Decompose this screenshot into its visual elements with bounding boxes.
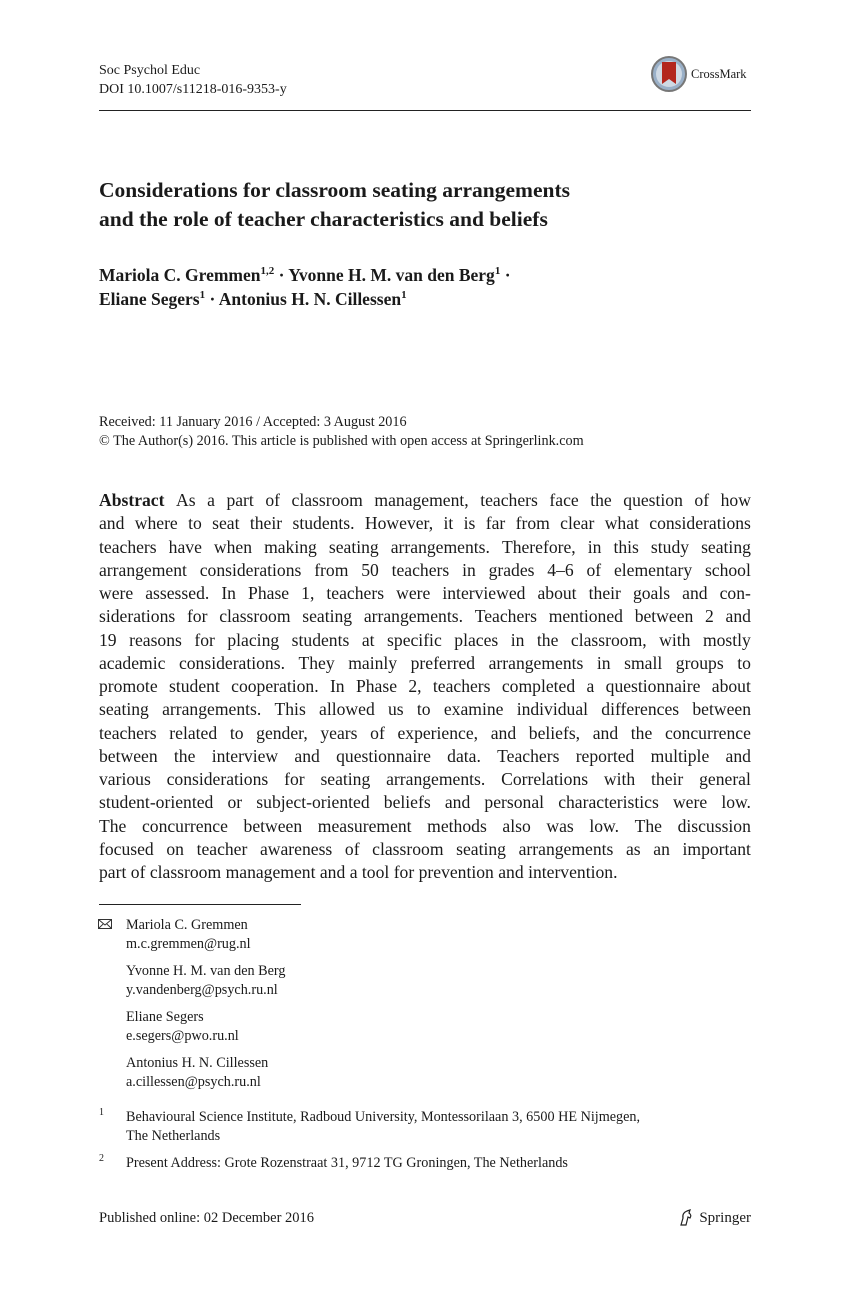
abstract-line	[99, 722, 751, 745]
footnote-number: 2	[99, 1153, 104, 1164]
abstract-word: between	[634, 606, 694, 627]
abstract-word: teachers	[432, 676, 491, 696]
abstract-word: arrangements.	[162, 699, 262, 720]
abstract-line	[99, 512, 751, 535]
abstract-line	[99, 698, 751, 721]
abstract-word: and	[319, 862, 350, 882]
footnote-line: Present Address: Grote Rozenstraat 31, 9712 TG Groningen, The Netherlands	[126, 1155, 568, 1171]
abstract-word: clear	[560, 513, 595, 534]
abstract-word: it	[443, 513, 454, 534]
abstract-word: about	[537, 583, 577, 603]
abstract-word: interview	[211, 745, 279, 766]
abstract-word: They	[298, 652, 335, 673]
abstract-word: the	[173, 745, 196, 766]
abstract-word: teacher	[196, 838, 248, 859]
abstract-word: seating	[99, 699, 149, 720]
abstract-word: teachers	[391, 559, 450, 580]
abstract-word: considerations	[166, 769, 269, 789]
abstract-word: 50	[361, 559, 379, 580]
abstract-word: promote	[99, 676, 158, 696]
journal-name: Soc Psychol Educ	[99, 63, 201, 78]
article-title	[99, 176, 570, 234]
abstract-word: their	[249, 513, 283, 534]
abstract-word: between	[99, 745, 158, 766]
abstract-word: for	[284, 769, 305, 789]
abstract-word: small	[624, 652, 663, 673]
abstract-word: 2	[705, 606, 714, 627]
abstract-word: to	[188, 513, 202, 534]
copyright-notice: © The Author(s) 2016. This article is published with open access at Springerlink.com	[99, 432, 584, 449]
abstract-word: part	[99, 862, 131, 882]
abstract-word: between	[243, 815, 303, 836]
abstract-word: and	[294, 745, 320, 766]
abstract-word: seating	[328, 536, 379, 557]
abstract-word: Phase	[248, 583, 290, 603]
title-line: Considerations for classroom seating arrangements	[99, 178, 570, 202]
footnote	[99, 1154, 640, 1173]
abstract-word: is	[463, 513, 476, 534]
abstract-word: seat	[212, 513, 240, 534]
abstract-line	[99, 605, 751, 628]
abstract-word: subject-oriented	[256, 792, 370, 813]
crossmark-label: CrossMark	[691, 66, 747, 81]
abstract-word: beliefs	[383, 792, 431, 813]
abstract-word: to	[416, 699, 431, 720]
running-header	[99, 61, 287, 99]
abstract-word: academic	[99, 652, 166, 673]
abstract-word: classroom	[372, 838, 444, 859]
abstract-word: intervention.	[528, 862, 618, 882]
abstract-word: concurrence	[141, 815, 228, 836]
abstract-word: with	[659, 629, 691, 650]
footnote-line: Behavioural Science Institute, Radboud University, Montessorilaan 3, 6500 HE Nijmegen,	[126, 1109, 641, 1125]
abstract-word: an	[653, 838, 670, 859]
abstract-word: low.	[721, 792, 751, 813]
page-footer	[99, 1209, 751, 1227]
abstract-word: teachers	[99, 536, 157, 557]
abstract-word: general	[699, 769, 751, 789]
abstract-word: also	[502, 815, 531, 836]
abstract-word: students	[291, 629, 350, 650]
abstract-word: considerations	[649, 513, 751, 534]
contact-name: Eliane Segers	[126, 1009, 204, 1025]
abstract-word: of	[265, 490, 280, 510]
abstract-word: of	[370, 722, 385, 743]
abstract-word: Teachers	[474, 606, 537, 627]
abstract-word: this	[613, 536, 639, 557]
abstract-word: cooperation.	[231, 676, 319, 696]
contact-entry	[126, 1008, 285, 1045]
doi[interactable]: DOI 10.1007/s11218-016-9353-y	[99, 82, 287, 97]
author-name: Antonius H. N. Cillessen	[218, 289, 402, 309]
abstract-word: teachers	[480, 490, 538, 510]
abstract-word: for	[186, 606, 208, 627]
abstract-word: and	[99, 513, 125, 534]
abstract-word: multiple	[650, 745, 710, 766]
abstract-word: arrangement	[99, 559, 187, 580]
abstract-word: in	[587, 536, 602, 557]
abstract-word: us	[388, 699, 404, 720]
abstract-word: 1,	[301, 583, 315, 603]
abstract-word: 4–6	[547, 559, 574, 580]
abstract-word: 2,	[408, 676, 422, 696]
abstract-word: from	[515, 513, 550, 534]
abstract-word: for	[194, 629, 215, 650]
abstract-word: years	[320, 722, 358, 743]
abstract-word: important	[682, 838, 751, 859]
abstract-word: and	[498, 862, 529, 882]
abstract-word: teachers	[326, 583, 385, 603]
abstract-word: or	[227, 792, 243, 813]
contact-email[interactable]: e.segers@pwo.ru.nl	[126, 1027, 239, 1044]
abstract-word: beliefs,	[528, 722, 581, 743]
abstract-word: the	[630, 722, 653, 743]
abstract-word: experience,	[397, 722, 479, 743]
footnote-line: The Netherlands	[126, 1127, 221, 1144]
abstract-word: when	[213, 536, 253, 557]
abstract-line	[99, 582, 751, 605]
abstract-word: elementary	[613, 559, 693, 580]
abstract-word: related	[169, 722, 218, 743]
abstract-word: reported	[575, 745, 635, 766]
abstract-word: Phase	[355, 676, 397, 696]
separator: ·	[274, 265, 289, 285]
abstract-word: management	[225, 862, 320, 882]
received-accepted: Received: 11 January 2016 / Accepted: 3 August 2016	[99, 414, 407, 430]
abstract-word: in	[462, 559, 476, 580]
abstract-word: classroom,	[570, 629, 647, 650]
abstract-line	[99, 745, 751, 768]
separator: ·	[205, 289, 219, 309]
abstract-word: the	[536, 629, 559, 650]
abstract-word: from	[314, 559, 349, 580]
abstract-word: However,	[364, 513, 434, 534]
author-list	[99, 263, 511, 311]
abstract-word: in	[510, 629, 525, 650]
abstract-word: study	[650, 536, 690, 557]
footnote-number: 1	[99, 1107, 104, 1118]
abstract-word: seating	[456, 838, 506, 859]
author-name: Mariola C. Gremmen	[99, 265, 261, 285]
abstract-word: were	[396, 583, 431, 603]
abstract-word: to	[737, 652, 751, 673]
affiliation-sup: 1	[401, 289, 407, 302]
affiliation-footnotes	[99, 1108, 640, 1182]
abstract-word: seating	[701, 536, 751, 557]
abstract-word: The	[634, 815, 662, 836]
abstract-word: school	[704, 559, 751, 580]
abstract-word: for	[393, 862, 419, 882]
abstract-line	[99, 791, 751, 814]
abstract-word: Teachers	[497, 745, 560, 766]
abstract-word: data.	[447, 745, 481, 766]
abstract-word: Correlations	[501, 769, 589, 789]
abstract-word: what	[604, 513, 639, 534]
abstract-word: siderations	[99, 606, 176, 627]
abstract-word: arrangements.	[390, 536, 490, 557]
abstract-line	[99, 559, 751, 582]
abstract-line	[99, 536, 751, 559]
abstract-label: Abstract	[99, 490, 165, 510]
envelope-icon	[98, 919, 112, 929]
abstract-word: seating	[302, 606, 353, 627]
abstract-word: on	[166, 838, 184, 859]
abstract-word: teachers	[99, 722, 157, 743]
abstract-word: questionnaire	[605, 676, 701, 696]
abstract-word: question	[623, 490, 683, 510]
abstract-word: con-	[719, 583, 751, 603]
abstract-line	[99, 629, 751, 652]
author-name: Eliane Segers	[99, 289, 200, 309]
abstract-word: grades	[488, 559, 535, 580]
abstract-word: discussion	[677, 815, 751, 836]
abstract-word: groups	[675, 652, 724, 673]
abstract-word: methods	[427, 815, 487, 836]
abstract-word: a	[586, 676, 595, 696]
title-line: and the role of teacher characteristics and beliefs	[99, 207, 548, 231]
abstract-word: mainly	[348, 652, 398, 673]
abstract-word: questionnaire	[336, 745, 431, 766]
abstract-word: focused	[99, 838, 154, 859]
contact-email[interactable]: m.c.gremmen@rug.nl	[126, 935, 251, 952]
abstract-word: examine	[443, 699, 504, 720]
abstract-word: at	[361, 629, 375, 650]
abstract-word: in	[596, 652, 611, 673]
abstract-word: arrangements.	[386, 769, 486, 789]
abstract-word: placing	[227, 629, 280, 650]
abstract-word: This	[274, 699, 306, 720]
abstract-word: awareness	[259, 838, 333, 859]
abstract-word: reasons	[129, 629, 182, 650]
abstract-word: differences	[601, 699, 680, 720]
article-dates	[99, 413, 584, 450]
abstract-word: mostly	[702, 629, 751, 650]
contact-entry	[126, 916, 285, 953]
abstract	[99, 489, 751, 884]
abstract-word: classroom	[149, 862, 226, 882]
abstract-word: and	[725, 606, 751, 627]
abstract-word: the	[590, 490, 612, 510]
abstract-word: as	[626, 838, 641, 859]
abstract-word: about	[711, 676, 751, 696]
abstract-word: completed	[501, 676, 576, 696]
abstract-word: face	[549, 490, 579, 510]
abstract-word: As	[176, 490, 196, 510]
abstract-line	[99, 815, 751, 838]
abstract-word: In	[221, 583, 236, 603]
abstract-word: personal	[484, 792, 545, 813]
contact-entry	[126, 1054, 285, 1091]
abstract-word: were	[672, 792, 708, 813]
author-name: Yvonne H. M. van den Berg	[288, 265, 495, 285]
affiliation-sup: 1,2	[260, 265, 275, 278]
abstract-word: arrangements	[518, 838, 614, 859]
abstract-word: considerations.	[178, 652, 285, 673]
abstract-word: preferred	[410, 652, 476, 673]
contact-name: Antonius H. N. Cillessen	[126, 1055, 269, 1071]
abstract-word: assessed.	[145, 583, 210, 603]
contact-list	[99, 916, 285, 1100]
abstract-word: measurement	[317, 815, 412, 836]
abstract-word: arrangements	[488, 652, 584, 673]
abstract-word: arrangements.	[363, 606, 463, 627]
abstract-word: In	[329, 676, 345, 696]
abstract-word: and	[682, 583, 708, 603]
abstract-word: how	[720, 490, 751, 510]
header-rule	[99, 110, 751, 111]
abstract-word: a	[349, 862, 362, 882]
abstract-word: of	[586, 559, 602, 580]
abstract-word: Therefore,	[501, 536, 576, 557]
abstract-word: with	[603, 769, 636, 789]
crossmark-badge[interactable]	[650, 55, 747, 93]
abstract-word: students.	[292, 513, 355, 534]
contact-email[interactable]: a.cillessen@psych.ru.nl	[126, 1073, 261, 1090]
abstract-word: far	[485, 513, 506, 534]
springer-horse-icon	[677, 1209, 695, 1227]
abstract-word: tool	[361, 862, 394, 882]
abstract-word: between	[692, 699, 751, 720]
separator: ·	[500, 265, 511, 285]
abstract-word: making	[264, 536, 317, 557]
crossmark-icon	[650, 55, 688, 93]
springer-logo	[677, 1209, 751, 1227]
contact-email[interactable]: y.vandenberg@psych.ru.nl	[126, 981, 278, 998]
abstract-word: and	[490, 722, 517, 743]
abstract-word: goals	[632, 583, 671, 603]
affiliation-sup: 1	[199, 289, 206, 302]
abstract-word: where	[134, 513, 178, 534]
abstract-word: concurrence	[664, 722, 751, 743]
abstract-word: seating	[320, 769, 371, 789]
abstract-word: part	[226, 490, 254, 510]
abstract-word: their	[588, 583, 621, 603]
abstract-word: interviewed	[442, 583, 526, 603]
abstract-word: and	[725, 745, 751, 766]
contact-entry	[126, 962, 285, 999]
abstract-word: prevention	[418, 862, 499, 882]
contact-name: Yvonne H. M. van den Berg	[126, 963, 286, 979]
abstract-word: The	[99, 815, 127, 836]
abstract-word: were	[99, 583, 134, 603]
abstract-word: student-oriented	[99, 792, 214, 813]
affiliation-sup: 1	[494, 265, 501, 278]
abstract-word: 19	[99, 629, 117, 650]
abstract-word: student	[168, 676, 220, 696]
abstract-word: places	[454, 629, 499, 650]
abstract-word: mentioned	[548, 606, 623, 627]
footnote-rule	[99, 904, 301, 905]
abstract-word: management,	[374, 490, 469, 510]
abstract-word: a	[207, 490, 215, 510]
abstract-word: various	[99, 769, 151, 789]
abstract-word: of	[694, 490, 710, 510]
abstract-word: to	[229, 722, 244, 743]
abstract-line	[99, 768, 751, 791]
abstract-word: and	[592, 722, 619, 743]
publisher-name: Springer	[699, 1209, 751, 1226]
abstract-word: have	[168, 536, 202, 557]
abstract-word: low.	[589, 815, 619, 836]
abstract-word: classroom	[219, 606, 291, 627]
abstract-word: allowed	[319, 699, 375, 720]
abstract-word: of	[130, 862, 150, 882]
abstract-word: individual	[516, 699, 589, 720]
abstract-line	[99, 838, 751, 861]
abstract-word: considerations	[199, 559, 302, 580]
abstract-word: classroom	[291, 490, 363, 510]
footnote	[99, 1108, 640, 1145]
abstract-word: gender,	[256, 722, 308, 743]
abstract-word: their	[651, 769, 684, 789]
abstract-line	[99, 675, 751, 698]
abstract-line	[99, 861, 751, 884]
abstract-word: was	[546, 815, 574, 836]
abstract-word: specific	[387, 629, 442, 650]
abstract-word: characteristics	[558, 792, 659, 813]
published-date: Published online: 02 December 2016	[99, 1209, 315, 1226]
abstract-line	[99, 489, 751, 512]
abstract-word: of	[344, 838, 360, 859]
abstract-word: and	[444, 792, 471, 813]
contact-name: Mariola C. Gremmen	[126, 917, 248, 933]
abstract-line	[99, 652, 751, 675]
